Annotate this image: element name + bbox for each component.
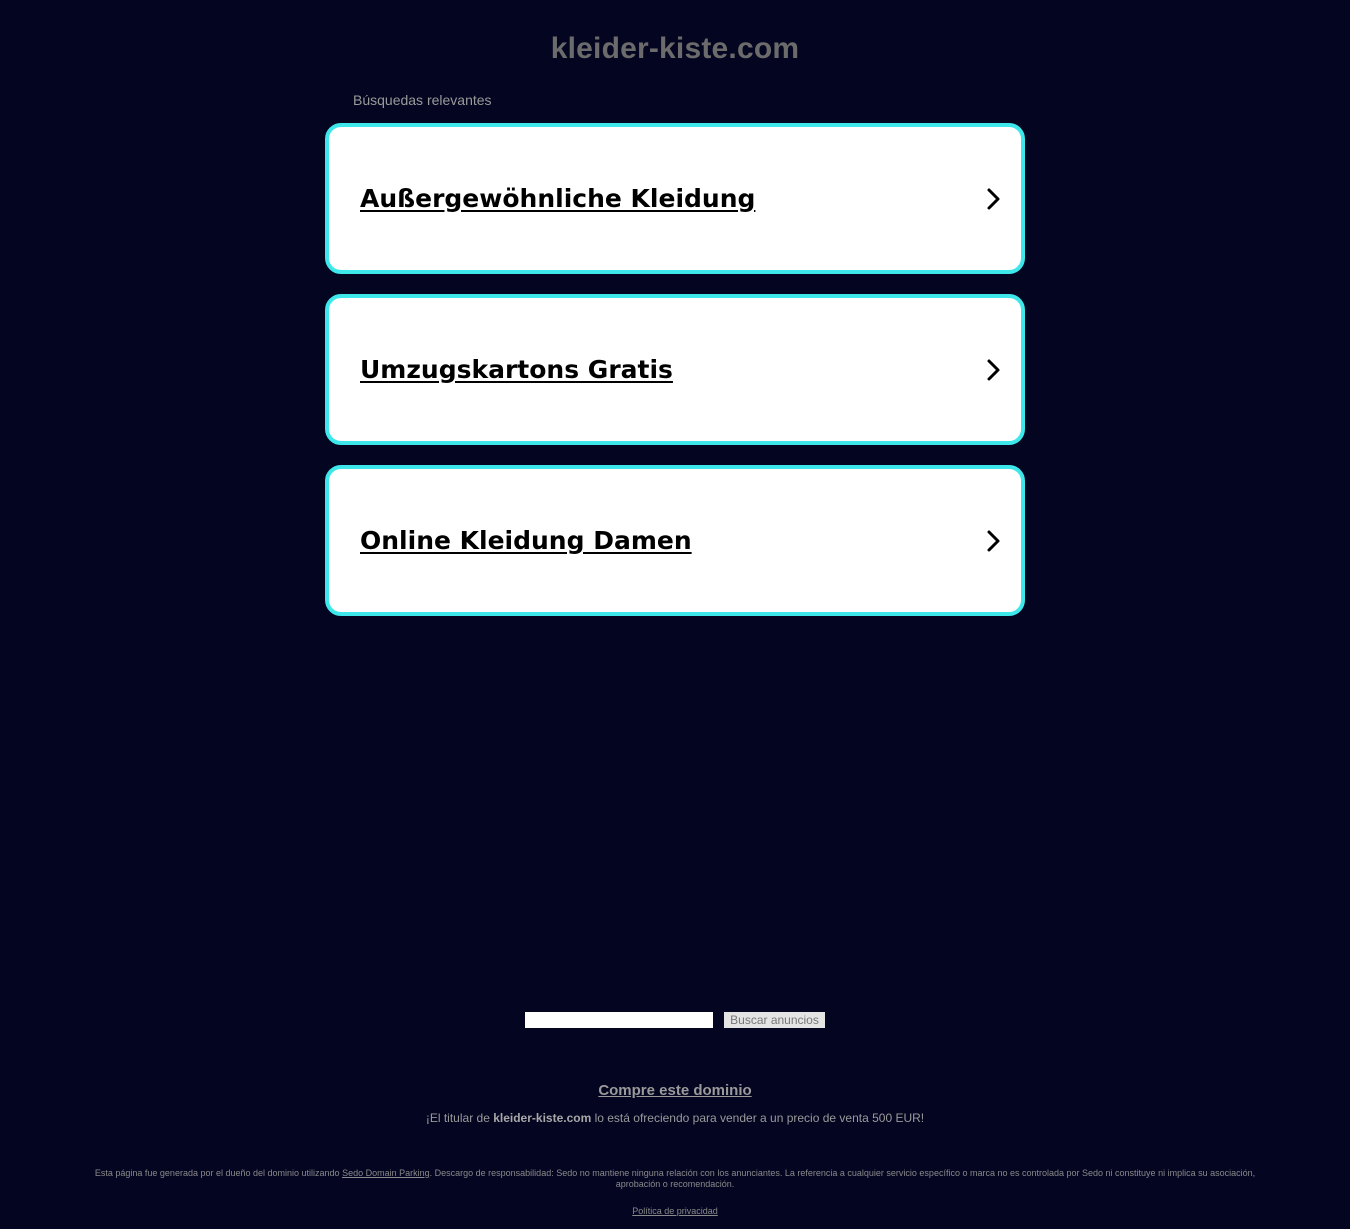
related-searches-label: Búsquedas relevantes [353,92,492,108]
related-search-label: Umzugskartons Gratis [360,355,673,384]
sale-text-before: ¡El titular de [425,1111,494,1125]
sale-text-after: lo está ofreciendo para vender a un precio de venta 500 EUR! [591,1111,925,1125]
search-input[interactable] [525,1012,713,1028]
disclaimer [75,1168,1275,1190]
related-search-link[interactable] [325,294,1025,445]
privacy-policy-link[interactable]: Política de privacidad [632,1206,718,1216]
chevron-right-icon [981,358,1005,382]
domain-title: kleider-kiste.com [550,32,800,65]
related-searches-list [325,123,1025,636]
ad-search-form [525,1012,825,1028]
sedo-parking-link[interactable]: Sedo Domain Parking [342,1168,430,1178]
privacy-row [0,1206,1350,1216]
related-search-label: Außergewöhnliche Kleidung [360,184,756,213]
buy-domain-row [0,1082,1350,1099]
disclaimer-text-before: Esta página fue generada por el dueño del dominio utilizando [94,1168,343,1178]
related-search-link[interactable] [325,123,1025,274]
disclaimer-text-after: . Descargo de responsabilidad: Sedo no mantiene ninguna relación con los anunciantes. La referencia a cualquier servicio específico o marca no es controlada por Sedo ni constituye ni implica su asociación, aprobación o recomendación. [429,1168,1256,1189]
buy-domain-link[interactable]: Compre este dominio [598,1082,752,1099]
chevron-right-icon [981,529,1005,553]
chevron-right-icon [981,187,1005,211]
related-search-link[interactable] [325,465,1025,616]
search-ads-button[interactable]: Buscar anuncios [724,1012,825,1028]
sale-offer-text [0,1111,1350,1125]
sale-domain: kleider-kiste.com [493,1111,592,1125]
related-search-label: Online Kleidung Damen [360,526,692,555]
